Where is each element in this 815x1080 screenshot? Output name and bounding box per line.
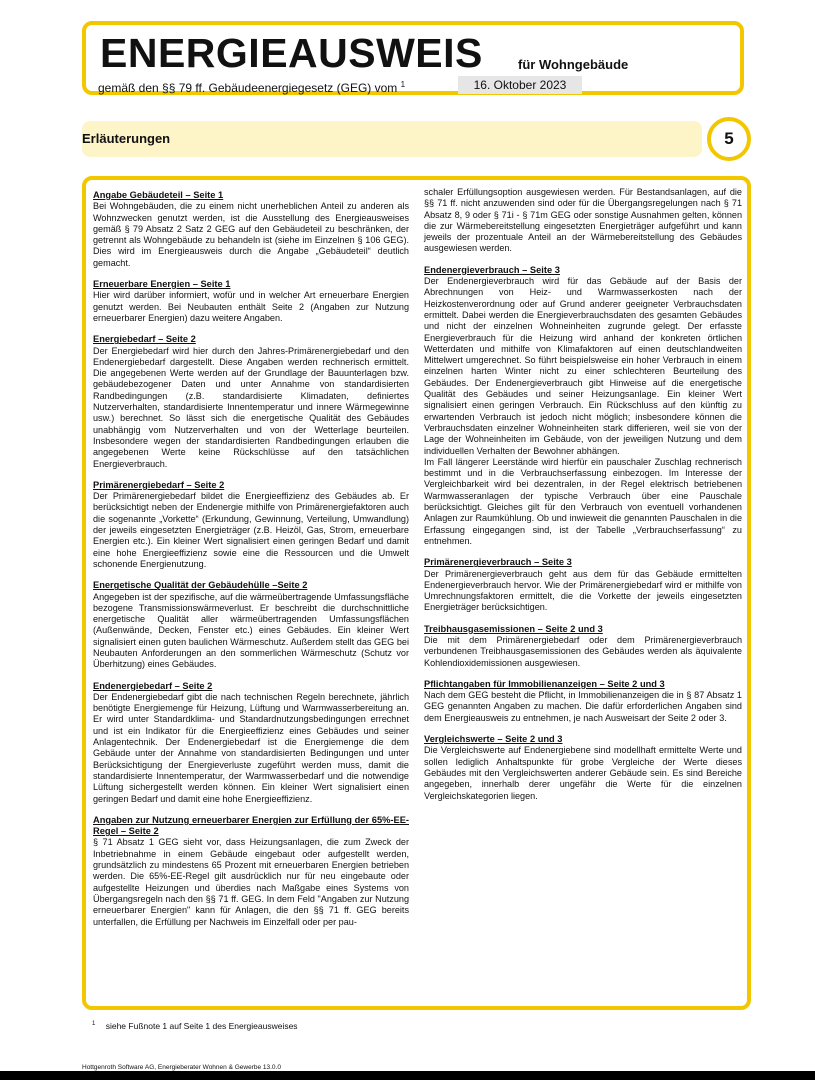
section-endenergiebedarf <box>93 681 409 805</box>
bottom-bar <box>0 1071 815 1080</box>
section-heading: Primärenergiebedarf – Seite 2 <box>93 479 225 490</box>
law-date: 16. Oktober 2023 <box>458 76 582 94</box>
section-heading: Energetische Qualität der Gebäudehülle –Seite 2 <box>93 580 308 591</box>
section-text: Die Vergleichswerte auf Endenergiebene sind modellhaft ermittelte Werte und sollen lediglich Anhaltspunkte für grobe Vergleiche der Werte dieses Gebäudes mit den Vergleichswerten anderer Gebäude sein. Es sind Bereiche angegeben, innerhalb derer ungefähr die Werte für die einzelnen Vergleichskategorien liegen. <box>424 745 742 801</box>
left-column <box>93 190 409 938</box>
section-text-continued: Im Fall längerer Leerstände wird hierfür ein pauschaler Zuschlag rechnerisch bestimmt und in die Verbrauchserfassung einbezogen. Im Interesse der Vergleichbarkeit wird bei dezentralen, in der Regel elektrisch betriebenen Warmwasseranlagen der typische Verbrauch über eine Pauschale berücksichtigt. Gleiches gilt für den Verbrauch von eventuell vorhandenen Anlagen zur Raumkühlung. Ob und inwieweit die genannten Pauschalen in die Erfassung eingegangen sind, ist der Tabelle „Verbrauchserfassung“ zu entnehmen. <box>424 456 742 546</box>
section-endenergieverbrauch <box>424 265 742 547</box>
section-title: Erläuterungen <box>82 131 171 146</box>
section-heading: Pflichtangaben für Immobilienanzeigen – Seite 2 und 3 <box>424 678 665 689</box>
section-title-bar <box>82 121 702 157</box>
section-primaerenergieverbrauch <box>424 557 742 613</box>
law-reference <box>98 80 405 95</box>
footnote-mark: 1 <box>92 1021 96 1028</box>
software-credit: Hottgenroth Software AG, Energieberater Wohnen & Gewerbe 13.0.0 <box>82 1064 281 1071</box>
section-text: Nach dem GEG besteht die Pflicht, in Immobilienanzeigen die in § 87 Absatz 1 GEG genannten Angaben zu machen. Die dafür erforderlichen Angaben sind dem Energieausweis zu entnehmen, je nach Ausweisart der Seite 2 oder 3. <box>424 690 742 723</box>
section-energiebedarf <box>93 334 409 470</box>
section-gebaeudeteil <box>93 190 409 269</box>
continued-text: schaler Erfüllungsoption ausgewiesen werden. Für Bestandsanlagen, auf die §§ 71 ff. nicht anzuwenden sind oder für die Übergangsregelungen nach § 71 Absatz 8, 9 oder § 71i - § 71m GEG oder sonstige Ausnahmen gelten, können die zur Wärmebereitstellung eingesetzten Energieträger aufgeführt und kann jeweils der prozentuale Anteil an der Wärmebereitstellung des Gebäudes ausgewiesen werden. <box>424 187 742 254</box>
section-text: Der Primärenergieverbrauch geht aus dem für das Gebäude ermittelten Endenergieverbrauch hervor. Wie der Primärenergiebedarf wird er mithilfe von Umrechnungsfaktoren ermittelt, die die Vorkette der jeweils eingesetzten Energieträger berücksichtigen. <box>424 568 742 613</box>
section-heading: Primärenergieverbrauch – Seite 3 <box>424 557 572 568</box>
section-heading: Energiebedarf – Seite 2 <box>93 334 196 345</box>
section-text: § 71 Absatz 1 GEG sieht vor, dass Heizungsanlagen, die zum Zweck der Inbetriebnahme in einem Gebäude eingebaut oder aufgestellt werden, grundsätzlich zu mindestens 65 Prozent mit erneuerbaren Energien betrieben werden. Die 65%-EE-Regel gilt ausdrücklich nur für neu eingebaute oder aufgestellte Heizungen und überdies nach Maßgabe eines Systems von Übergangsregeln nach den §§ 71 ff. GEG. In dem Feld "Angaben zur Nutzung erneuerbarer Energien" kann für Anlagen, die den §§ 71 ff. GEG bereits unterfallen, die Erfüllung per Nachweis im Einzelfall oder per pau- <box>93 837 409 927</box>
header-box <box>82 21 744 95</box>
section-65-ee-regel <box>93 815 409 928</box>
section-heading: Vergleichswerte – Seite 2 und 3 <box>424 734 563 745</box>
section-text: Der Primärenergiebedarf bildet die Energieeffizienz des Gebäudes ab. Er berücksichtigt neben der Endenergie mithilfe von Primärenergiefaktoren auch die sogenannte „Vorkette“ (Erkundung, Gewinnung, Verteilung, Umwandlung) der jeweils eingesetzten Energieträger (z.B. Heizöl, Gas, Strom, erneuerbare Energien etc.). Ein kleiner Wert signalisiert einen geringen Bedarf und damit eine hohe Energieeffizienz sowie eine die Ressourcen und die Umwelt schonende Energienutzung. <box>93 491 409 569</box>
section-heading: Angabe Gebäudeteil – Seite 1 <box>93 190 224 200</box>
section-erneuerbare-energien <box>93 279 409 324</box>
section-text: Angegeben ist der spezifische, auf die wärmeübertragende Umfassungsfläche bezogene Transmissionswärmeverlust. Er beschreibt die durchschnittliche energetische Qualität aller wärmeübertragenden Umfassungsflächen (Außenwände, Decken, Fenster etc.) eines Gebäudes. Ein kleiner Wert signalisiert einen guten baulichen Wärmeschutz. Außerdem stellt das GEG bei Neubauten Anforderungen an den sommerlichen Wärmeschutz (Schutz vor Überhitzung) eines Gebäudes. <box>93 591 409 670</box>
section-text: Hier wird darüber informiert, wofür und in welcher Art erneuerbare Energien genutzt werden. Bei Neubauten enthält Seite 2 (Angaben zur Nutzung erneuerbarer Energien) dazu weitere Angaben. <box>93 290 409 323</box>
section-text: Bei Wohngebäuden, die zu einem nicht unerheblichen Anteil zu anderen als Wohnzwecken genutzt werden, ist die Ausstellung des Energieausweises gemäß § 79 Absatz 2 Satz 2 GEG auf den Gebäudeteil zu beschränken, der getrennt als Wohngebäude zu behandeln ist (siehe im Einzelnen § 106 GEG). Dies wird im Energieausweis durch die Angabe „Gebäudeteil“ deutlich gemacht. <box>93 201 409 268</box>
section-heading: Treibhausgasemissionen – Seite 2 und 3 <box>424 623 603 634</box>
document-title: ENERGIEAUSWEIS <box>100 30 483 76</box>
section-text: Der Energiebedarf wird hier durch den Jahres-Primärenergiebedarf und den Endenergiebedarf dargestellt. Diese Angaben werden rechnerisch ermittelt. Die angegebenen Werte werden auf der Grundlage der Bauunterlagen bzw. gebäudebezogener Daten und unter Annahme von standardisierten Randbedingungen (z.B. standardisierte Klimadaten, definiertes Nutzerverhalten, standardisierte Innentemperatur und innere Wärmegewinne usw.) berechnet. So lässt sich die energetische Qualität des Gebäudes unabhängig vom Nutzerverhalten und von der Wetterlage beurteilen. Insbesondere wegen der standardisierten Randbedingungen erlauben die angegebenen Werte keine Rückschlüsse auf den tatsächlichen Energieverbrauch. <box>93 345 409 469</box>
section-text: Die mit dem Primärenergiebedarf oder dem Primärenergieverbrauch verbundenen Treibhausgasemissionen des Gebäudes werden als äquivalente Kohlendioxidemissionen ausgewiesen. <box>424 634 742 668</box>
section-vergleichswerte <box>424 734 742 802</box>
law-text: gemäß den §§ 79 ff. Gebäudeenergiegesetz (GEG) vom <box>98 81 398 95</box>
footnote <box>92 1021 298 1031</box>
document-subtitle: für Wohngebäude <box>518 57 629 72</box>
page-number-badge: 5 <box>707 117 751 161</box>
explanations-box <box>82 176 751 1010</box>
section-primaerenergiebedarf <box>93 480 409 570</box>
section-text: Der Endenergieverbrauch wird für das Gebäude auf der Basis der Abrechnungen von Heiz- und Warmwasserkosten nach der Heizkostenverordnung oder auf Grund anderer geeigneter Verbrauchsdaten ermittelt. Dabei werden die Energieverbrauchsdaten des gesamten Gebäudes und nicht der einzelnen Wohneinheiten zugrunde gelegt. Der erfasste Energieverbrauch für die Heizung wird anhand der konkreten örtlichen Wetterdaten und mithilfe von Klimafaktoren auf einen deutschlandweiten Mittelwert umgerechnet. So führt beispielsweise ein hoher Verbrauch in einem einzelnen harten Winter nicht zu einer schlechteren Beurteilung des Gebäudes. Der Endenergieverbrauch gibt Hinweise auf die energetische Qualität des Gebäudes und seiner Heizungsanlage. Ein kleiner Wert signalisiert einen geringen Verbrauch. Ein Rückschluss auf den künftig zu erwartenden Verbrauch ist jedoch nicht möglich; insbesondere können die Verbrauchsdaten einzelner Wohneinheiten stark differieren, weil sie von der Lage der Wohneinheiten im Gebäude, von der jeweiligen Nutzung und dem individuellen Verhalten der Bewohner abhängen. <box>424 276 742 456</box>
section-gebaeudehuelle <box>93 580 409 670</box>
right-column <box>424 187 742 812</box>
footnote-text: siehe Fußnote 1 auf Seite 1 des Energieausweises <box>105 1021 298 1031</box>
section-heading: Angaben zur Nutzung erneuerbarer Energien zur Erfüllung der 65%-EE-Regel – Seite 2 <box>93 814 409 837</box>
section-heading: Erneuerbare Energien – Seite 1 <box>93 279 231 290</box>
section-pflichtangaben <box>424 679 742 724</box>
section-text: Der Endenergiebedarf gibt die nach technischen Regeln berechnete, jährlich benötigte Energiemenge für Heizung, Lüftung und Warmwasserbereitung an. Er wird unter Standardklima- und Standardnutzungsbedingungen errechnet und ist ein Indikator für die Energieeffizienz eines Gebäudes und seiner Anlagentechnik. Der Endenergiebedarf ist die Energiemenge die dem Gebäude unter der Annahme von standardisierten Bedingungen und unter Berücksichtigung der Energieverluste zugeführt werden muss, damit die standardisierte Innentemperatur, der Warmwasserbedarf und die notwendige Lüftung sichergestellt werden können. Ein kleiner Wert signalisiert einen geringen Bedarf und damit eine hohe Energieeffizienz. <box>93 691 409 804</box>
law-footnote-mark: 1 <box>400 80 406 89</box>
section-treibhausgasemissionen <box>424 624 742 669</box>
section-heading: Endenergieverbrauch – Seite 3 <box>424 264 560 275</box>
section-heading: Endenergiebedarf – Seite 2 <box>93 680 213 691</box>
